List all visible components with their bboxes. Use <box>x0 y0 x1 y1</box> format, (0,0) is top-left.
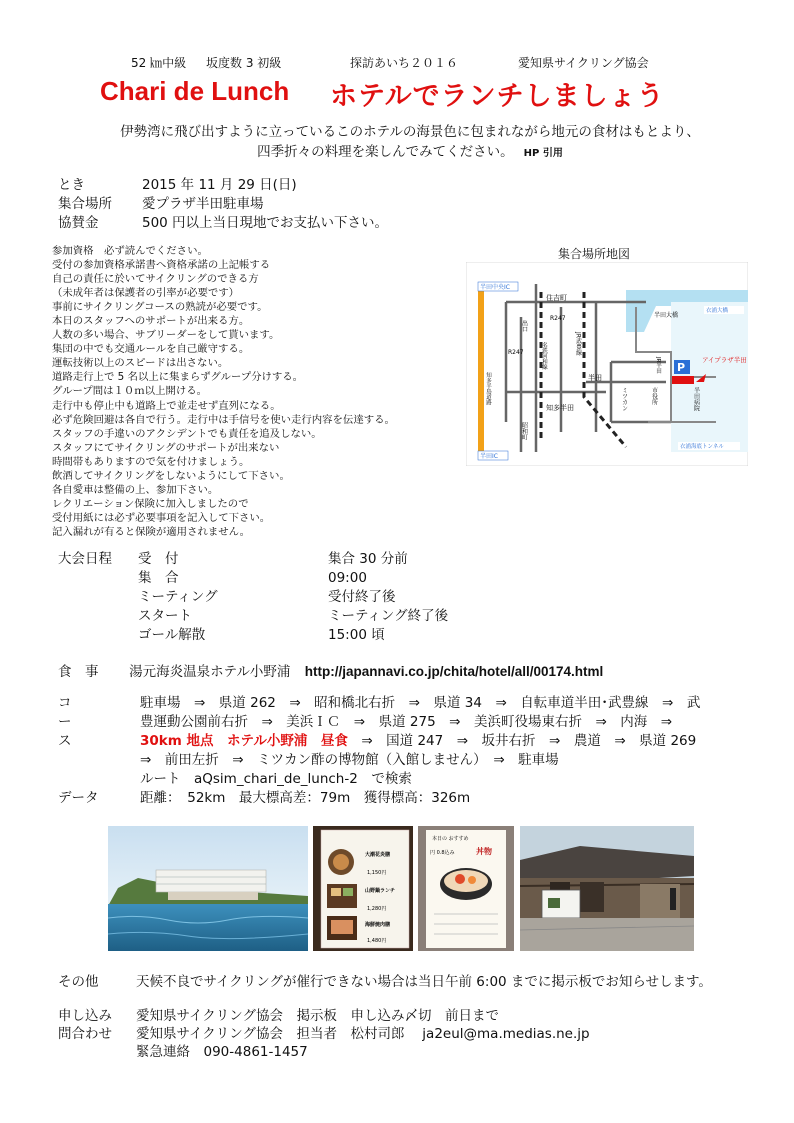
menu-item-2: 山野鍋ランチ <box>365 888 396 894</box>
data-label: データ <box>58 790 99 806</box>
other-value: 天候不良でサイクリングが催行できない場合は当日午前 6:00 までに掲示板でお知らせします。 <box>136 974 712 990</box>
organizer: 愛知県サイクリング協会 <box>518 56 649 70</box>
data-value: 距離： 52km 最大標高差：79m 獲得標高：326m <box>140 790 471 806</box>
place-label: 集合場所 <box>58 196 112 212</box>
map-kinuura-ohashi: 衣浦大橋 <box>706 308 729 314</box>
schedule-label: 大会日程 <box>58 551 112 567</box>
schedule-value: 15:00 頃 <box>328 627 385 643</box>
map-chita-handa: 知多半田 <box>546 404 574 412</box>
map-deguchi: 出口 <box>520 320 528 332</box>
map-jr: JR武豊線 <box>574 332 582 356</box>
qualification-line: 道路走行上で 5 名以上に集まらずグループ分けする。 <box>52 371 304 384</box>
map-expressway <box>478 284 484 458</box>
course-line-2: 豊運動公園前右折 ⇒ 美浜ＩＣ ⇒ 県道 275 ⇒ 美浜町役場東右折 ⇒ 内海 ⇒ <box>140 714 673 730</box>
date-label: とき <box>58 177 85 193</box>
distance-level: 52 ㎞中級 <box>131 56 187 70</box>
intro-line-2: 四季折々の料理を楽しんでみてください。 <box>257 144 514 160</box>
event-series: 探訪あいち２０１６ <box>350 56 459 70</box>
map-r247-b: R247 <box>508 349 524 356</box>
map-showa: 昭和町 <box>520 422 528 440</box>
menu-title: 大潮花炎膳 <box>365 852 391 858</box>
map-r247-a: R247 <box>550 315 566 322</box>
map-ic-bottom: 半田IC <box>480 453 498 460</box>
schedule-value: 09:00 <box>328 570 367 586</box>
map-parking-label: P <box>677 361 686 374</box>
schedule-value: 集合 30 分前 <box>328 551 408 567</box>
qualification-line: 本日のスタッフへのサポートが出来る方。 <box>52 315 250 328</box>
meeting-place-map <box>466 262 748 466</box>
course-route: ルート aQsim_chari_de_lunch-2 で検索 <box>140 771 412 787</box>
fee-label: 協賛金 <box>58 215 99 231</box>
qualification-line: スタッフにてサイクリングのサポートが出来ない <box>52 441 280 454</box>
intro-line-1: 伊勢湾に飛び出すように立っているこのホテルの海景色に包まれながら地元の食材はもとより、 <box>120 124 700 140</box>
qualification-line: スタッフの手違いのアクシデントでも責任を追及しない。 <box>52 427 322 440</box>
qualification-line: 集団の中でも交通ルールを自己厳守する。 <box>52 343 250 356</box>
other-section <box>58 970 712 990</box>
qualification-line: 必ず危険回避は各自で行う。走行中は手信号を使い走行内容を伝達する。 <box>52 413 395 426</box>
meal-url[interactable]: http://japannavi.co.jp/chita/hotel/all/00174.html <box>304 664 604 679</box>
emergency-contact: 緊急連絡 090-4861-1457 <box>136 1044 308 1060</box>
page-title <box>0 74 794 112</box>
qualification-line: 受付の参加資格承諾書へ資格承諾の上記帳する <box>52 259 271 272</box>
qualification-line: 受付用紙には必ず必要事項を記入して下さい。 <box>52 511 271 524</box>
course-label: コース <box>58 695 72 749</box>
menu-price-2: 1,280円 <box>367 906 387 912</box>
special-menu-photo <box>418 826 514 951</box>
map-meitetsu: 名鉄河和線 <box>541 342 547 370</box>
schedule-item: ミーティング <box>138 589 218 605</box>
title-japanese: ホテルでランチしましょう <box>330 81 665 112</box>
map-handa: 半田 <box>588 374 602 382</box>
schedule-item: 受 付 <box>138 551 179 567</box>
hotel-photo <box>108 826 308 951</box>
map-hospital: 半田病院 <box>692 387 700 411</box>
meal-section <box>58 660 603 680</box>
apply-value: 愛知県サイクリング協会 掲示板 申し込み〆切 前日まで <box>136 1008 500 1024</box>
map-plaza-name: アイプラザ半田 <box>702 356 747 364</box>
intro-text <box>60 122 760 164</box>
qualification-line: 走行中も停止中も道路上で並走せず直列になる。 <box>52 399 281 412</box>
qualification-line: 事前にサイクリングコースの熟読が必要です。 <box>52 301 268 314</box>
other-label: その他 <box>58 974 99 990</box>
schedule-item: 集 合 <box>138 570 179 586</box>
menu-price-1: 1,150円 <box>367 870 387 876</box>
meal-label: 食 事 <box>58 664 99 680</box>
map-city-hall: 市役所 <box>650 387 658 405</box>
course-lunch-point: 30km 地点 ホテル小野浦 昼食 <box>140 733 348 749</box>
course-line-4: ⇒ 前田左折 ⇒ ミツカン酢の博物館（入館しません） ⇒ 駐車場 <box>140 752 559 768</box>
map-handa-ohashi: 半田大橋 <box>654 312 679 319</box>
qualification-line: （未成年者は保護者の引率が必要です） <box>52 287 240 300</box>
qualification-line: 時間帯もありますので気を付けましょう。 <box>52 455 250 468</box>
course-line-1: 駐車場 ⇒ 県道 262 ⇒ 昭和橋北右折 ⇒ 県道 34 ⇒ 自転車道半田･武豊線 ⇒ 武 <box>140 695 701 711</box>
qualification-line: 自己の責任に於いてサイクリングのできる方 <box>52 273 259 286</box>
meal-place: 湯元海炎温泉ホテル小野浦 <box>129 664 291 680</box>
photo-strip <box>108 826 694 951</box>
qualification-section <box>52 244 462 539</box>
qualification-heading: 参加資格 必ず読んでください。 <box>52 245 208 257</box>
title-english: Chari de Lunch <box>100 76 290 106</box>
date-value: 2015 年 11 月 29 日(日) <box>142 177 297 193</box>
special-menu-head: 本日の おすすめ <box>432 836 469 842</box>
menu-price-3: 1,480円 <box>367 938 387 944</box>
qualification-line: グループ間は１０ｍ以上開ける。 <box>52 385 208 398</box>
course-line-3: ⇒ 国道 247 ⇒ 坂井右折 ⇒ 農道 ⇒ 県道 269 <box>347 733 697 749</box>
fee-value: 500 円以上当日現地でお支払い下さい。 <box>142 215 389 231</box>
place-value: 愛プラザ半田駐車場 <box>142 196 264 212</box>
qualification-line: 記入漏れが有ると保険が適用されません。 <box>52 525 251 538</box>
qualification-line: 各自愛車は整備の上、参加下さい。 <box>52 483 219 496</box>
qualification-line: 運転技術以上のスピードは出さない。 <box>52 357 229 370</box>
schedule-value: 受付終了後 <box>328 589 396 605</box>
inquiry-value: 愛知県サイクリング協会 担当者 松村司郎 ja2eul@ma.medias.ne.jp <box>136 1026 590 1042</box>
map-plaza-building <box>672 376 694 384</box>
qualification-line: レクリエーション保険に加入しましたので <box>52 497 249 510</box>
intro-cite: HP 引用 <box>523 148 563 159</box>
map-sumiyoshi: 住吉町 <box>546 294 567 302</box>
qualification-line: 飲酒してサイクリングをしないようにして下さい。 <box>52 469 290 482</box>
special-menu-title: 丼物 <box>476 847 492 856</box>
map-ic-top: 半田中央IC <box>480 284 510 291</box>
map-title: 集合場所地図 <box>558 247 631 261</box>
apply-label: 申し込み <box>58 1008 112 1024</box>
slope-level: 坂度数 3 初級 <box>206 56 282 70</box>
map-jr-handa: JR半田 <box>655 357 661 374</box>
schedule-value: ミーティング終了後 <box>328 608 449 624</box>
museum-photo <box>520 826 694 951</box>
menu-item-3: 海鮮焼肉膳 <box>365 922 391 928</box>
schedule-item: ゴール解散 <box>138 627 206 643</box>
qualification-line: 人数の多い場合、サブリーダーをして貰います。 <box>52 329 280 342</box>
map-kinuura-tunnel: 衣浦海底トンネル <box>680 444 724 450</box>
map-chita-road: 知多半島道路 <box>485 372 491 405</box>
menu-photo <box>313 826 413 951</box>
schedule-item: スタート <box>138 608 192 624</box>
inquiry-label: 問合わせ <box>58 1026 112 1042</box>
map-mizkan: ミツカン <box>620 387 628 411</box>
special-menu-price: 円 0.8込み <box>430 850 455 856</box>
